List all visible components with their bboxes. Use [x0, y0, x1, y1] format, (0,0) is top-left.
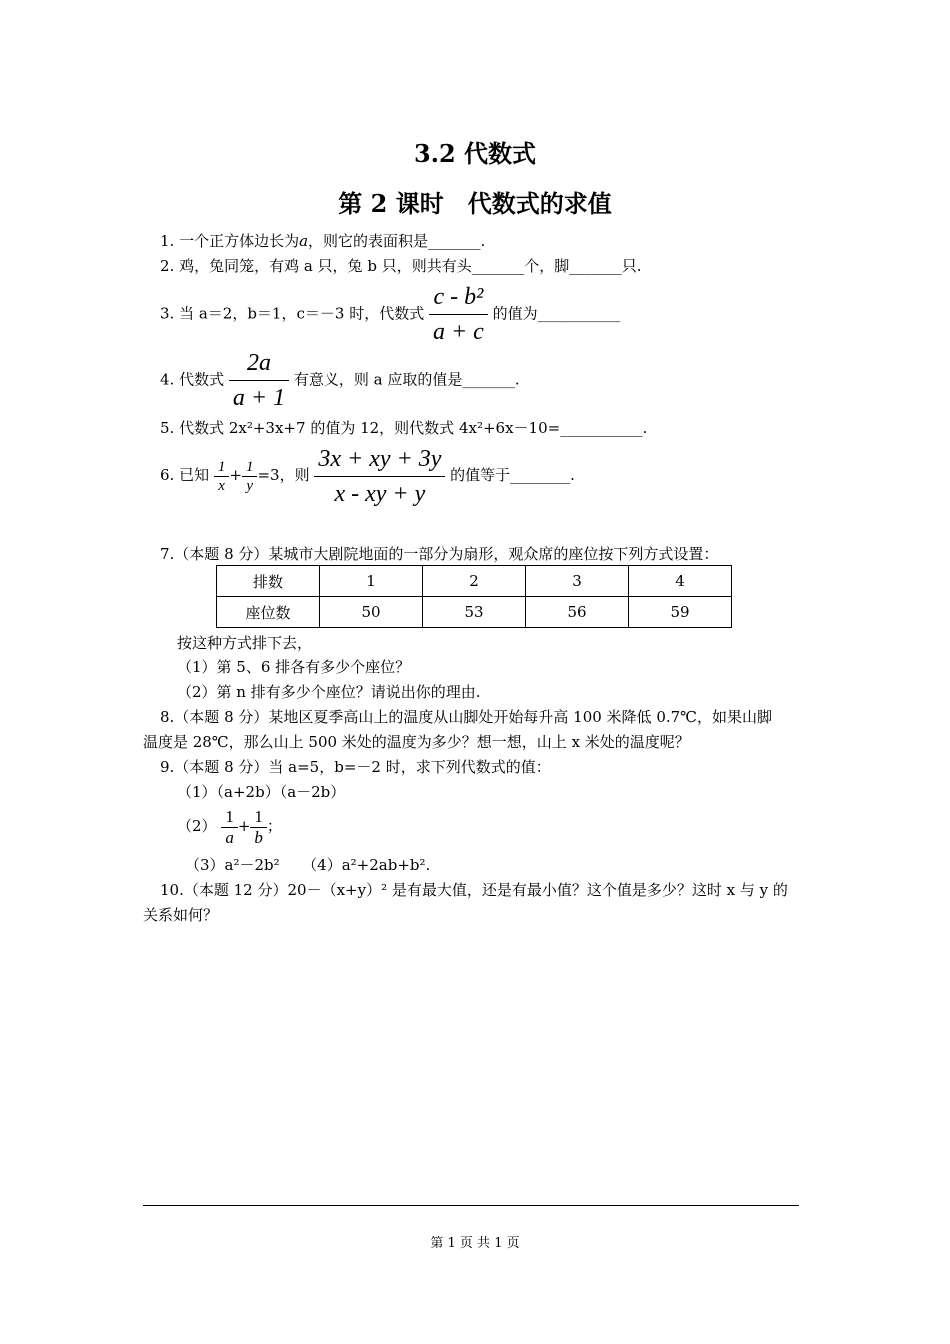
page-subtitle: 第 2 课时 代数式的求值 [338, 189, 612, 218]
table-cell: 53 [423, 597, 526, 628]
q9-f2-numerator: 1 [250, 807, 267, 828]
question-3 [160, 280, 620, 349]
q6-pre: 6. 已知 [160, 466, 210, 484]
q6-fraction-2 [242, 458, 258, 495]
question-9-part-2 [177, 804, 282, 848]
question-9-part-3-4: （3）a²－2b² （4）a²+2ab+b². [185, 856, 431, 874]
q3-pre: 3. 当 a＝2，b＝1，c＝－3 时，代数式 [160, 304, 425, 323]
page-title: 3.2 代数式 [413, 139, 537, 168]
table-cell: 50 [320, 597, 423, 628]
q4-numerator: 2a [229, 346, 289, 381]
q4-pre: 4. 代数式 [160, 370, 225, 389]
question-6 [160, 441, 575, 511]
q6-eq: =3，则 [257, 466, 310, 484]
q6-denominator: x - xy + y [334, 480, 426, 507]
table-cell: 1 [320, 566, 423, 597]
page-footer: 第 1 页 共 1 页 [430, 1236, 520, 1251]
q1-text: 1. 一个正方体边长为 [160, 232, 300, 250]
seat-table [216, 565, 732, 628]
table-cell: 59 [629, 597, 732, 628]
q6-post: 的值等于________. [450, 466, 575, 484]
q4-fraction [229, 346, 289, 415]
footer-divider [143, 1205, 799, 1206]
q3-numerator: c - b² [429, 280, 488, 315]
table-cell: 2 [423, 566, 526, 597]
question-2: 2. 鸡，兔同笼，有鸡 a 只，兔 b 只，则共有头_______个，脚_______只. [160, 257, 642, 275]
q6-plus: + [229, 466, 242, 484]
table-row [217, 566, 732, 597]
question-7-part-2: （2）第 n 排有多少个座位？请说出你的理由. [177, 683, 481, 701]
question-5: 5. 代数式 2x²+3x+7 的值为 12，则代数式 4x²+6x－10=___________. [160, 419, 648, 437]
question-7-follow: 按这种方式排下去， [177, 634, 313, 652]
q9-f1-denominator: a [225, 827, 234, 847]
q1-var: a [299, 232, 309, 250]
q6-fraction-main [314, 442, 445, 511]
question-7-part-1: （1）第 5、6 排各有多少个座位？ [177, 658, 411, 676]
question-9-intro: 9.（本题 8 分）当 a=5，b=－2 时，求下列代数式的值： [160, 758, 551, 776]
q6-fraction-1 [214, 458, 230, 495]
q1-rest: ，则它的表面积是_______. [308, 232, 486, 250]
question-8-line-2: 温度是 28℃，那么山上 500 米处的温度为多少？想一想，山上 x 米处的温度呢？ [143, 733, 690, 751]
question-10-line-1: 10.（本题 12 分）20－（x+y）² 是有最大值，还是有最小值？这个值是多少？这时 x 与 y 的 [160, 881, 788, 899]
q4-post: 有意义，则 a 应取的值是_______. [293, 370, 520, 389]
q9-p2-label: （2） [177, 817, 217, 835]
question-7-intro: 7.（本题 8 分）某城市大剧院地面的一部分为扇形，观众席的座位按下列方式设置： [160, 545, 719, 563]
question-9-part-1: （1）（a+2b）（a－2b） [177, 783, 346, 801]
q9-fraction-2 [250, 807, 267, 848]
table-cell: 排数 [217, 566, 320, 597]
q6-f1-numerator: 1 [214, 458, 230, 477]
table-cell: 56 [526, 597, 629, 628]
q6-numerator: 3x + xy + 3y [314, 442, 445, 477]
q3-post: 的值为___________ [492, 304, 621, 323]
table-cell: 座位数 [217, 597, 320, 628]
question-4 [160, 346, 520, 415]
q6-f2-numerator: 1 [242, 458, 258, 477]
q3-fraction [429, 280, 488, 349]
q3-denominator: a + c [432, 319, 484, 345]
q9-fraction-1 [221, 807, 238, 848]
q9-p2-end: ； [266, 817, 282, 835]
q4-denominator: a + 1 [232, 385, 286, 411]
question-1 [160, 231, 485, 251]
q9-f1-numerator: 1 [221, 807, 238, 828]
q9-f2-denominator: b [254, 827, 263, 847]
table-row [217, 597, 732, 628]
question-10-line-2: 关系如何？ [143, 906, 219, 924]
question-8-line-1: 8.（本题 8 分）某地区夏季高山上的温度从山脚处开始每升高 100 米降低 0.7℃，如果山脚 [160, 708, 772, 726]
table-cell: 3 [526, 566, 629, 597]
q6-f2-denominator: y [246, 477, 254, 494]
table-cell: 4 [629, 566, 732, 597]
q9-plus: + [237, 817, 251, 835]
q6-f1-denominator: x [218, 477, 225, 494]
